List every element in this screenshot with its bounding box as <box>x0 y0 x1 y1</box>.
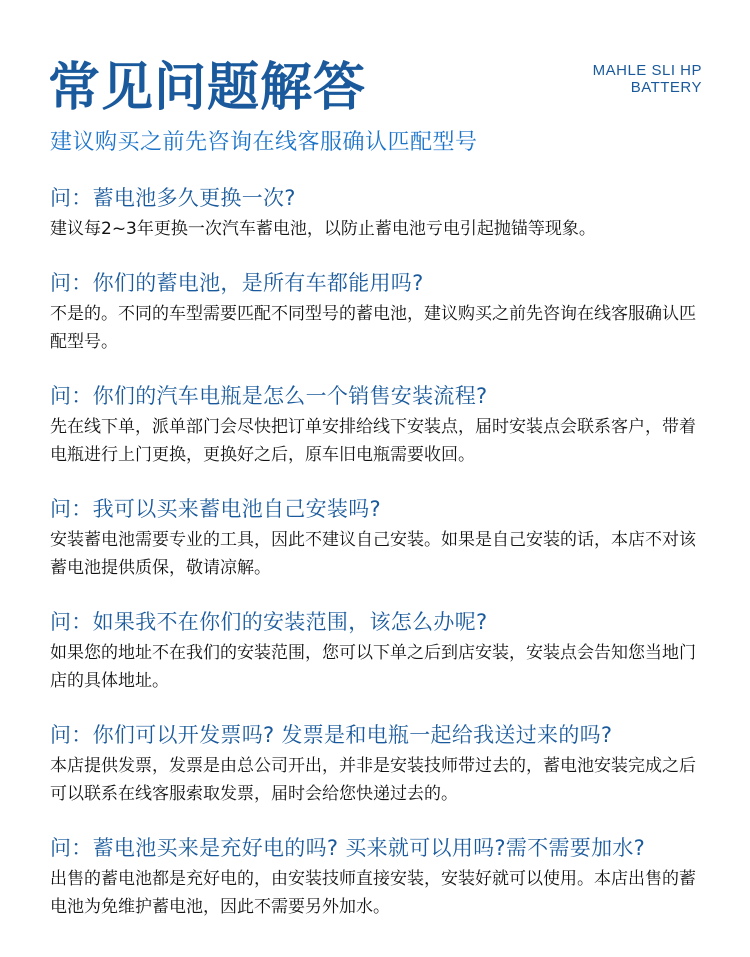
brand-line-1: MAHLE SLI HP <box>592 62 702 79</box>
faq-answer: 出售的蓄电池都是充好电的，由安装技师直接安装，安装好就可以使用。本店出售的蓄电池为免维护蓄电池，因此不需要另外加水。 <box>50 869 696 917</box>
faq-item <box>50 833 710 921</box>
faq-answer: 如果您的地址不在我们的安装范围，您可以下单之后到店安装，安装点会告知您当地门店的具体地址。 <box>50 643 696 691</box>
faq-question: 问：你们可以开发票吗? 发票是和电瓶一起给我送过来的吗? <box>50 723 613 747</box>
faq-question: 问：你们的蓄电池，是所有车都能用吗? <box>50 271 424 295</box>
faq-answer: 不是的。不同的车型需要匹配不同型号的蓄电池，建议购买之前先咨询在线客服确认匹配型号。 <box>50 304 696 352</box>
faq-item <box>50 494 710 582</box>
faq-item <box>50 183 710 243</box>
faq-list <box>50 183 710 921</box>
faq-answer: 本店提供发票，发票是由总公司开出，并非是安装技师带过去的，蓄电池安装完成之后可以联系在线客服索取发票，届时会给您快递过去的。 <box>50 756 696 804</box>
faq-item <box>50 381 710 469</box>
faq-item <box>50 268 710 356</box>
faq-item <box>50 720 710 808</box>
faq-question: 问：蓄电池多久更换一次? <box>50 186 296 210</box>
faq-question: 问：我可以买来蓄电池自己安装吗? <box>50 497 381 521</box>
faq-answer: 建议每2~3年更换一次汽车蓄电池，以防止蓄电池亏电引起抛锚等现象。 <box>50 219 596 239</box>
page-title: 常见问题解答 <box>48 58 367 118</box>
faq-item <box>50 607 710 695</box>
faq-answer: 先在线下单，派单部门会尽快把订单安排给线下安装点，届时安装点会联系客户，带着电瓶进行上门更换，更换好之后，原车旧电瓶需要收回。 <box>50 417 696 465</box>
faq-question: 问：蓄电池买来是充好电的吗? 买来就可以用吗?需不需要加水? <box>50 836 646 860</box>
brand-line-2: BATTERY <box>630 79 702 96</box>
brand-logo-text <box>593 62 702 96</box>
faq-answer: 安装蓄电池需要专业的工具，因此不建议自己安装。如果是自己安装的话，本店不对该蓄电池提供质保，敬请凉解。 <box>50 530 696 578</box>
page-subtitle: 建议购买之前先咨询在线客服确认匹配型号 <box>50 130 478 155</box>
faq-question: 问：如果我不在你们的安装范围，该怎么办呢? <box>50 610 488 634</box>
faq-question: 问：你们的汽车电瓶是怎么一个销售安装流程? <box>50 384 488 408</box>
